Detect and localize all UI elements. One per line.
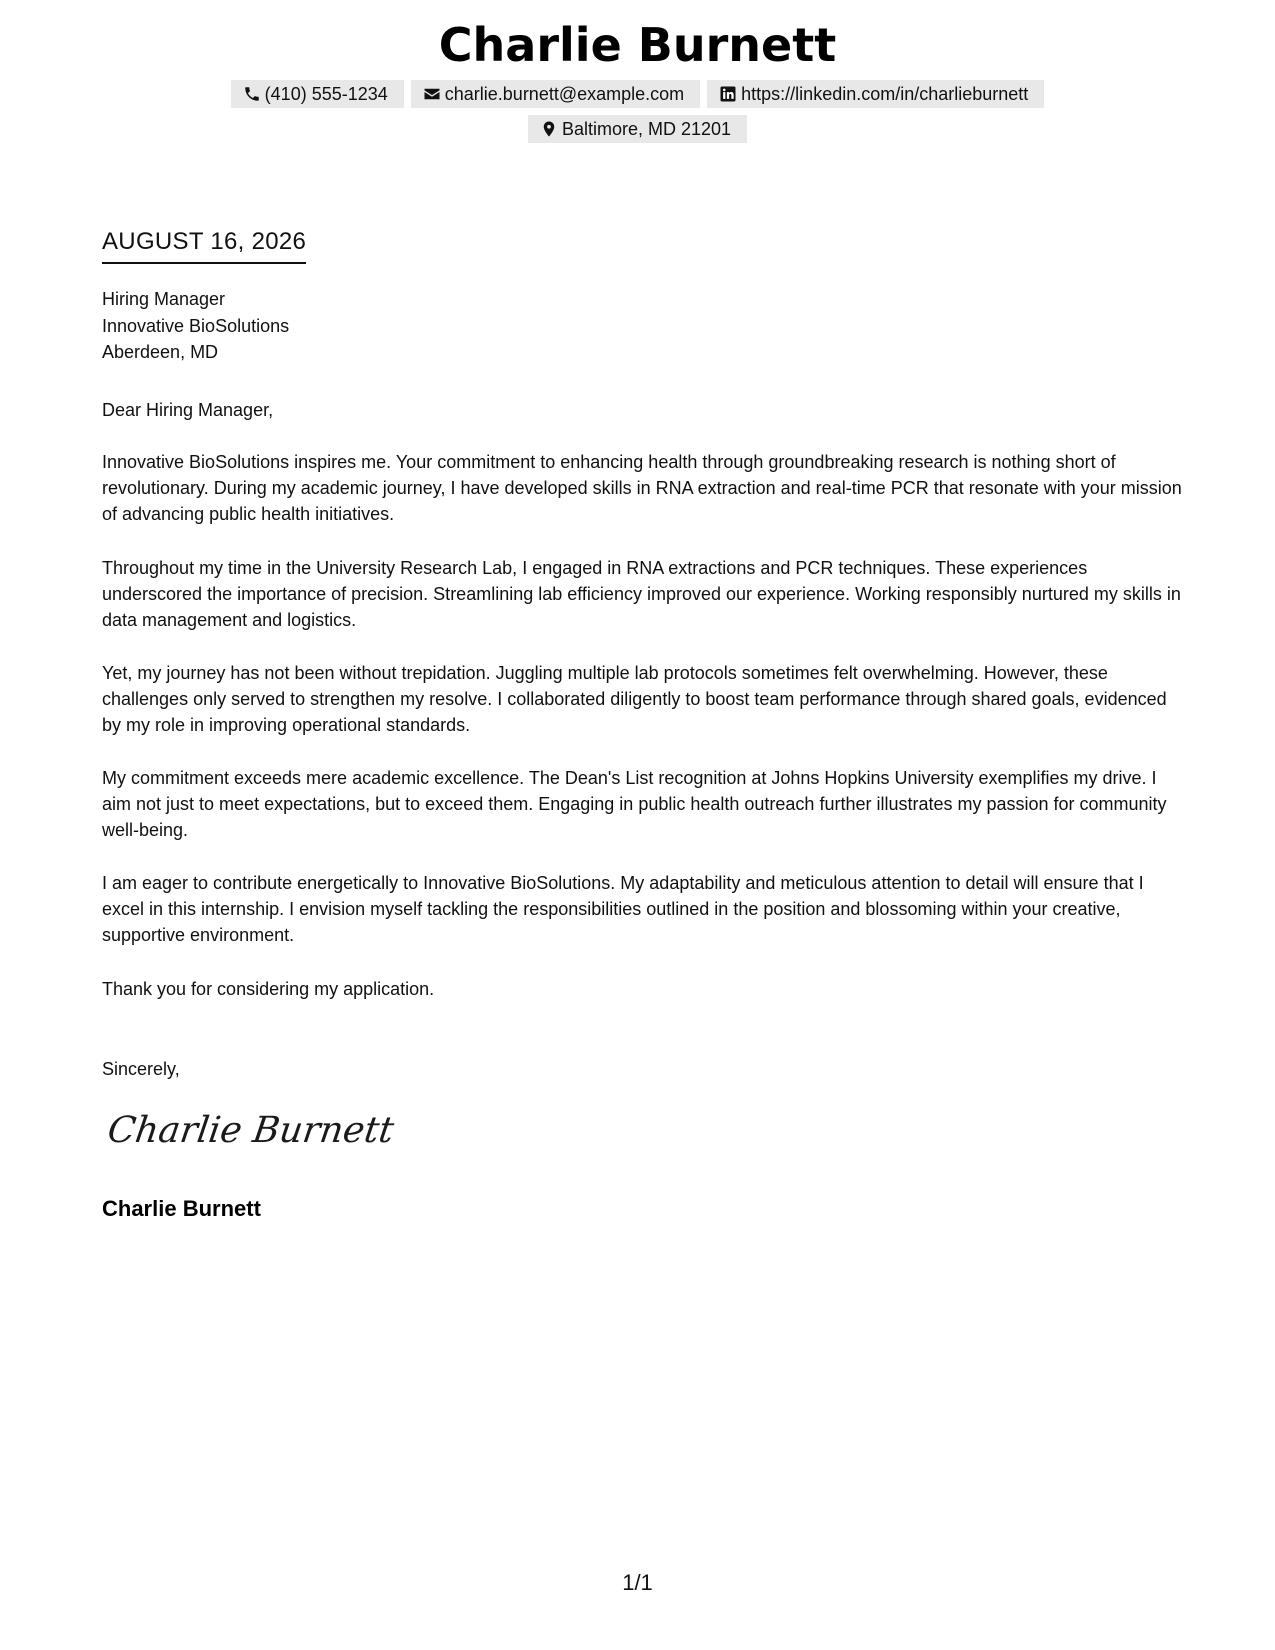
letter-date: AUGUST 16, 2026 [102, 228, 306, 264]
salutation: Dear Hiring Manager, [102, 400, 274, 420]
email-text: charlie.burnett@example.com [444, 83, 685, 104]
body-paragraph: Throughout my time in the University Research Lab, I engaged in RNA extractions and PCR techniques. These experiences underscored the importance of precision. Streamlining lab efficiency improved our experience. Working responsibly nurtured my skills in data management and logistics. [102, 558, 1181, 630]
location-chip [528, 115, 747, 143]
recipient-location: Aberdeen, MD [102, 342, 219, 362]
phone-chip [231, 80, 404, 108]
body-paragraph: I am eager to contribute energetically to Innovative BioSolutions. My adaptability and meticulous attention to detail will ensure that I excel in this internship. I envision myself tackling the responsibilities outlined in the position and blossoming within your creative, supportive environment. [102, 873, 1144, 945]
location-row [0, 115, 1275, 143]
linkedin-chip [707, 80, 1044, 108]
email-chip [411, 80, 700, 108]
body-paragraph: My commitment exceeds mere academic excellence. The Dean's List recognition at Johns Hopkins University exemplifies my drive. I aim not just to meet expectations, but to exceed them. Engaging in public health outreach further illustrates my passion for community well-being. [102, 768, 1167, 840]
phone-text: (410) 555-1234 [264, 83, 388, 104]
applicant-name: Charlie Burnett [438, 18, 837, 72]
recipient-block [102, 286, 289, 366]
recipient-title: Hiring Manager [102, 289, 226, 309]
location-text: Baltimore, MD 21201 [561, 118, 732, 139]
closing: Sincerely, [102, 1059, 180, 1079]
contact-row [0, 80, 1275, 108]
thanks-line: Thank you for considering my application. [102, 979, 435, 999]
handwritten-signature: Charlie Burnett [105, 1110, 397, 1151]
body-paragraph: Yet, my journey has not been without trepidation. Juggling multiple lab protocols sometimes felt overwhelming. However, these challenges only served to strengthen my resolve. I collaborated diligently to boost team performance through shared goals, evidenced by my role in improving operational standards. [102, 663, 1167, 735]
recipient-company: Innovative BioSolutions [102, 315, 290, 336]
page-number: 1/1 [622, 1570, 653, 1595]
envelope-icon [423, 85, 441, 103]
phone-icon [243, 85, 261, 103]
signer-name: Charlie Burnett [102, 1196, 261, 1221]
linkedin-text: https://linkedin.com/in/charlieburnett [741, 83, 1029, 104]
linkedin-icon [719, 85, 737, 103]
body-paragraph: Innovative BioSolutions inspires me. Your commitment to enhancing health through groundbreaking research is nothing short of revolutionary. During my academic journey, I have developed skills in RNA extraction and real-time PCR that resonate with your mission of advancing public health initiatives. [102, 452, 1182, 524]
map-pin-icon [540, 120, 558, 138]
